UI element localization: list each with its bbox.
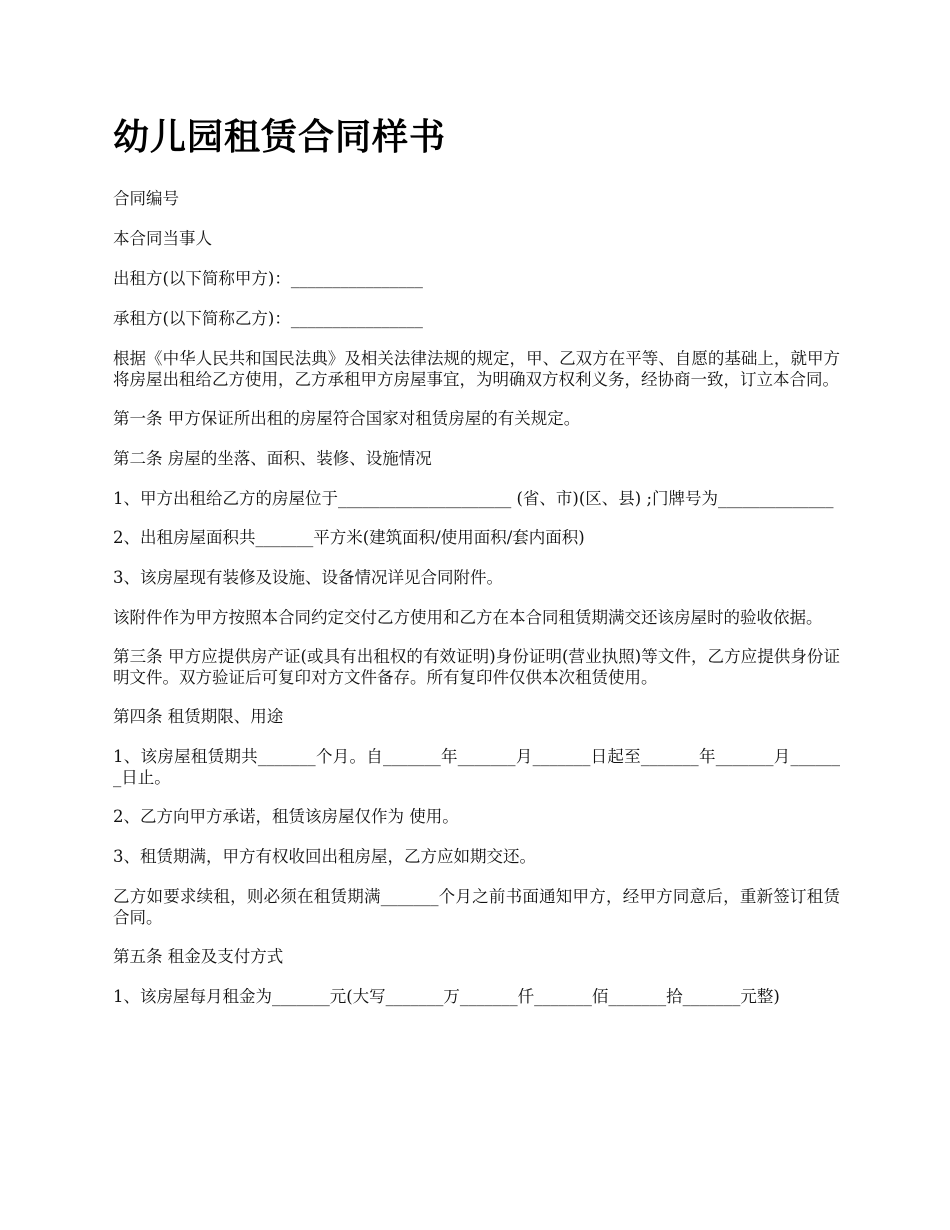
article-2-clause-3: 3、该房屋现有装修及设施、设备情况详见合同附件。 — [113, 568, 503, 587]
attachment-note: 该附件作为甲方按照本合同约定交付乙方使用和乙方在本合同租赁期满交还该房屋时的验收依据。 — [113, 608, 823, 627]
parties-heading: 本合同当事人 — [113, 229, 212, 248]
article-2-clause-1: 1、甲方出租给乙方的房屋位于_____________________ (省、市)(区、县) ;门牌号为______________ — [113, 489, 834, 508]
article-4-clause-3: 3、租赁期满，甲方有权收回出租房屋，乙方应如期交还。 — [113, 847, 536, 866]
article-2-clause-2: 2、出租房屋面积共_______平方米(建筑面积/使用面积/套内面积) — [113, 528, 585, 547]
renewal-note: 乙方如要求续租，则必须在租赁期满_______个月之前书面通知甲方，经甲方同意后，重新签订租赁合同。 — [113, 887, 840, 927]
article-1: 第一条 甲方保证所出租的房屋符合国家对租赁房屋的有关规定。 — [113, 409, 581, 428]
article-4-clause-1: 1、该房屋租赁期共_______个月。自_______年_______月_______日起至_______年_______月_______日止。 — [113, 747, 840, 787]
preamble-paragraph: 根据《中华人民共和国民法典》及相关法律法规的规定，甲、乙双方在平等、自愿的基础上，就甲方将房屋出租给乙方使用，乙方承租甲方房屋事宜，为明确双方权利义务，经协商一致，订立本合同。 — [113, 349, 840, 389]
article-5-clause-1: 1、该房屋每月租金为_______元(大写_______万_______仟_______佰_______拾_______元整) — [113, 987, 780, 1006]
article-5-heading: 第五条 租金及支付方式 — [113, 947, 284, 966]
article-2-heading: 第二条 房屋的坐落、面积、装修、设施情况 — [113, 449, 432, 468]
article-4-clause-2: 2、乙方向甲方承诺，租赁该房屋仅作为 使用。 — [113, 807, 459, 826]
lessee-line: 承租方(以下简称乙方)：________________ — [113, 309, 423, 328]
document-title: 幼儿园租赁合同样书 — [113, 116, 447, 158]
document-page — [113, 112, 840, 1026]
article-4-heading: 第四条 租赁期限、用途 — [113, 707, 284, 726]
lessor-line: 出租方(以下简称甲方)：________________ — [113, 269, 423, 288]
contract-number-label: 合同编号 — [113, 189, 179, 208]
article-3: 第三条 甲方应提供房产证(或具有出租权的有效证明)身份证明(营业执照)等文件，乙方应提供身份证明文件。双方验证后可复印对方文件备存。所有复印件仅供本次租赁使用。 — [113, 647, 840, 687]
